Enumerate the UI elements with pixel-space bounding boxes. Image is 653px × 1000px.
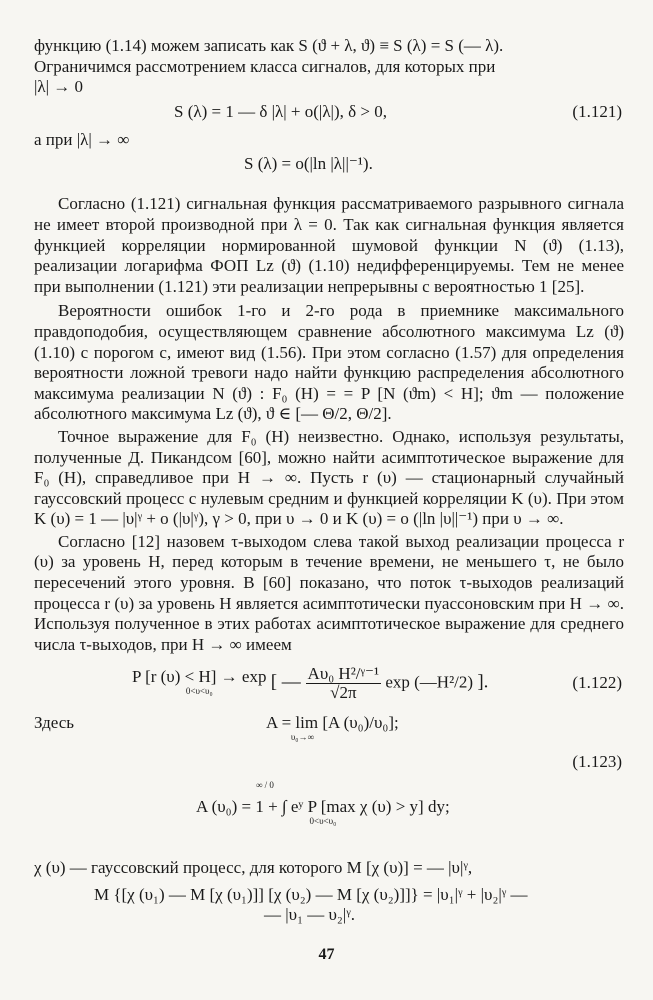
equation-1-121b (34, 150, 624, 178)
equation-line: — |υ₁ — υ₂|ᵞ. (264, 905, 356, 925)
page-content (34, 36, 624, 926)
paragraph: Точное выражение для F₀ (H) неизвестно. Однако, используя результаты, полученные Д. Пикандсом [60], можно найти асимптотическое выражение для F₀ (H), справедливое при H → ∞. Пусть r (υ) — стационарный случайный гауссовский процесс с нулевым средним и функцией корреляции K (υ). При этом K (υ) = 1 — |υ|ᵞ + o (|υ|ᵞ), γ > 0, при υ → 0 и K (υ) = o (|ln |υ||⁻¹) при υ → ∞. (34, 426, 624, 529)
fraction-denominator: √2π (330, 683, 357, 703)
text-line: Здесь (34, 713, 75, 733)
equation-line: M {[χ (υ₁) — M [χ (υ₁)]] [χ (υ₂) — M [χ (υ₂)]]} = |υ₁|ᵞ + |υ₂|ᵞ — (94, 884, 528, 904)
equation-subscript: 0<υ<υ₀ (309, 816, 337, 827)
equation-number: (1.121) (572, 101, 622, 121)
text-line: χ (υ) — гауссовский процесс, для которого M [χ (υ)] = — |υ|ᵞ, (34, 858, 473, 878)
equation-tail: exp (—H²/2) (385, 672, 474, 692)
equation-1-121 (34, 98, 624, 126)
equation-number: (1.123) (572, 752, 622, 772)
text-line: Ограничимся рассмотрением класса сигналов, для которых при (34, 56, 496, 76)
equation-body: A = lim [A (υ₀)/υ₀]; (266, 713, 399, 733)
equation-body: S (λ) = o(|ln |λ||⁻¹). (244, 154, 373, 174)
equation-subscript: 0<υ<υ₀ (185, 685, 213, 696)
equation-body: A (υ₀) = 1 + ∫ eʸ P [max χ (υ) > y] dy; (196, 797, 450, 817)
equation-lhs: P [r (υ) < H] → exp (132, 666, 267, 686)
paragraph: Согласно [12] назовем τ-выходом слева такой выход реализации процесса r (υ) за уровень H, перед которым в течение времени, не меньшего τ, не было пересечений этого уровня. В [60] показано, что поток τ-выходов реализаций процесса r (υ) за уровень H является асимптотически пуассоновским при H → ∞. Используя полученное в этих работах асимптотическое выражение для среднего числа τ-выходов, при H → ∞ имеем (34, 531, 624, 654)
page-number: 47 (318, 946, 335, 963)
integral-limits: ∞ / 0 (256, 780, 274, 791)
text-line: функцию (1.14) можем записать как S (ϑ + λ, ϑ) ≡ S (λ) = S (— λ). (34, 36, 504, 55)
equation-number: (1.122) (572, 673, 622, 693)
equation-1-122: P [r (υ) < H] → exp 0<υ<υ₀ [ — $\frac{\text{Aυ₀ H²/ᵞ⁻¹}}{√2\pi}$ exp (—H²/2) ]. (1.122) (132, 664, 622, 703)
paragraph: Вероятности ошибок 1-го и 2-го рода в приемнике максимального правдоподобия, осуществляющем сравнение абсолютного максимума Lz (ϑ) (1.10) с порогом c, имеют вид (1.56). При этом согласно (1.57) для определения вероятности ложной тревоги надо найти функцию распределения абсолютного максимума реализации N (ϑ) : F₀ (H) = = P [N (ϑm) < H]; ϑm — положение абсолютного максимума Lz (ϑ), ϑ ∈ [— Θ/2, Θ/2]. (34, 301, 624, 424)
paragraph: Согласно (1.121) сигнальная функция рассматриваемого разрывного сигнала не имеет второй производной при λ = 0. Так как сигнальная функция является функцией корреляции нормированной шумовой функции N (ϑ) (1.13), реализации логарифма ФОП Lz (ϑ) (1.10) недифференцируемы. Тем не менее при выполнении (1.121) эти реализации непрерывны с вероятностью 1 [25]. (34, 194, 624, 296)
fraction-numerator: Aυ₀ H²/ᵞ⁻¹ (307, 664, 380, 684)
equation-body: S (λ) = 1 — δ |λ| + o(|λ|), δ > 0, (174, 101, 387, 121)
equation-subscript: υ₀→∞ (290, 732, 314, 743)
text-line: |λ| → 0 (34, 77, 84, 97)
text-line: а при |λ| → ∞ (34, 129, 130, 149)
